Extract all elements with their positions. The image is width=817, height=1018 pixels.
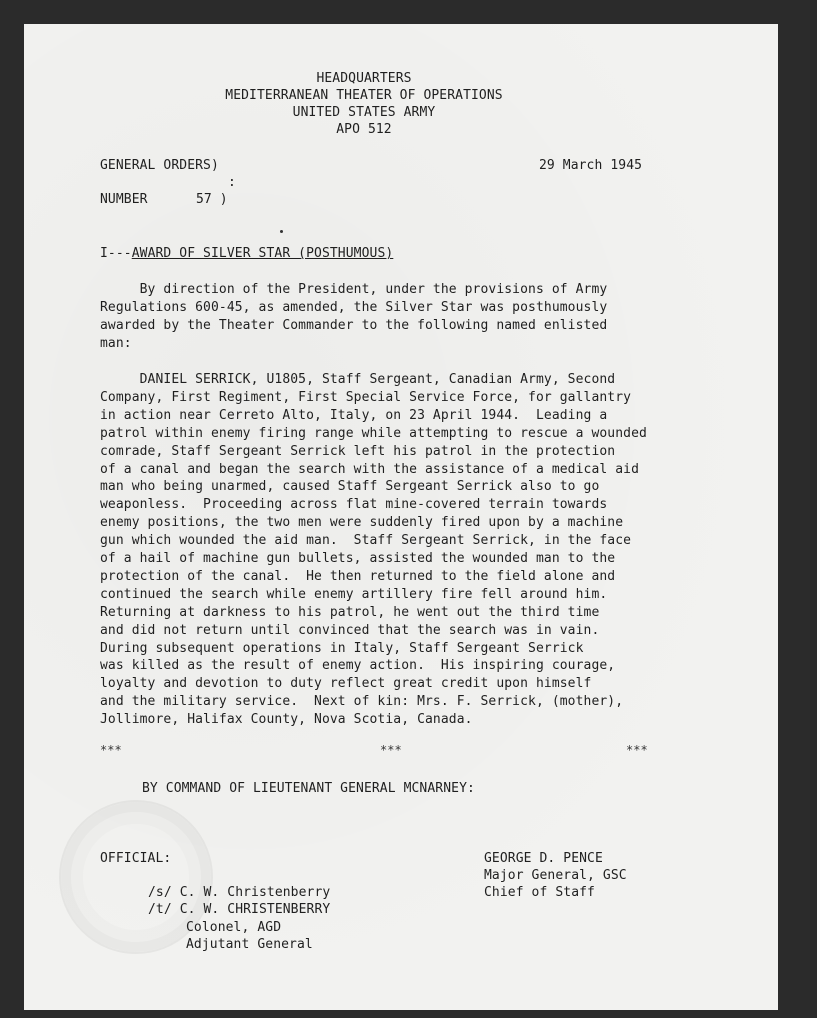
text-line: loyalty and devotion to duty reflect great credit upon himself <box>100 676 592 692</box>
official-title: Adjutant General <box>186 937 313 952</box>
text-line: protection of the canal. He then returned to the field alone and <box>100 568 616 584</box>
text-line: Jollimore, Halifax County, Nova Scotia, Canada. <box>100 712 473 728</box>
signer-rank: Major General, GSC <box>484 868 627 883</box>
text-line: awarded by the Theater Commander to the following named enlisted <box>100 317 608 333</box>
text-line: man who being unarmed, caused Staff Sergeant Serrick also to go <box>100 479 600 495</box>
general-orders-label: GENERAL ORDERS) <box>100 158 219 173</box>
text-line: enemy positions, the two men were suddenly fired upon by a machine <box>100 515 624 531</box>
official-typed-line: /t/ C. W. CHRISTENBERRY <box>148 902 331 917</box>
text-line: patrol within enemy firing range while attempting to rescue a wounded <box>100 425 647 441</box>
section-heading <box>100 245 393 262</box>
separator-right: *** <box>626 743 648 757</box>
header-line-1: HEADQUARTERS <box>316 71 412 86</box>
header-line-2: MEDITERRANEAN THEATER OF OPERATIONS <box>225 88 503 103</box>
text-line: DANIEL SERRICK, U1805, Staff Sergeant, Canadian Army, Second <box>100 372 616 387</box>
separator-center: *** <box>380 743 402 757</box>
header-line-4: APO 512 <box>336 122 392 137</box>
orders-colon: : <box>228 175 236 190</box>
separator-left: *** <box>100 743 122 757</box>
text-line: and did not return until convinced that the search was in vain. <box>100 622 600 638</box>
official-signed-line: /s/ C. W. Christenberry <box>148 885 331 900</box>
signer-name: GEORGE D. PENCE <box>484 851 603 866</box>
official-rank: Colonel, AGD <box>186 920 282 935</box>
header-line-3: UNITED STATES ARMY <box>292 105 436 120</box>
text-line: comrade, Staff Sergeant Serrick left his patrol in the protection <box>100 443 616 459</box>
text-line: Returning at darkness to his patrol, he went out the third time <box>100 604 600 620</box>
text-line: of a canal and began the search with the assistance of a medical aid <box>100 461 640 477</box>
text-line: of a hail of machine gun bullets, assisted the wounded man to the <box>100 551 616 566</box>
text-line: and the military service. Next of kin: Mrs. F. Serrick, (mother), <box>100 694 624 710</box>
signer-title: Chief of Staff <box>484 885 595 900</box>
text-line: continued the search while enemy artillery fire fell around him. <box>100 586 608 602</box>
order-date: 29 March 1945 <box>539 158 643 173</box>
section-prefix: I--- <box>100 246 132 261</box>
text-line: By direction of the President, under the provisions of Army <box>100 282 608 297</box>
ink-dot <box>280 230 283 233</box>
text-line: was killed as the result of enemy action. His inspiring courage, <box>100 658 616 674</box>
text-line: weaponless. Proceeding across flat mine-covered terrain towards <box>100 497 608 513</box>
number-label: NUMBER <box>100 192 148 207</box>
official-label: OFFICIAL: <box>100 851 172 866</box>
text-line: Regulations 600-45, as amended, the Silver Star was posthumously <box>100 299 608 315</box>
text-line: During subsequent operations in Italy, Staff Sergeant Serrick <box>100 640 584 656</box>
text-line: gun which wounded the aid man. Staff Sergeant Serrick, in the face <box>100 533 632 549</box>
text-line: man: <box>100 335 132 351</box>
command-line: BY COMMAND OF LIEUTENANT GENERAL MCNARNEY: <box>142 781 475 796</box>
text-line: Company, First Regiment, First Special Service Force, for gallantry <box>100 389 632 405</box>
number-value: 57 ) <box>196 192 228 207</box>
text-line: in action near Cerreto Alto, Italy, on 23 April 1944. Leading a <box>100 407 608 423</box>
section-title: AWARD OF SILVER STAR (POSTHUMOUS) <box>131 246 394 261</box>
document-page <box>24 24 778 1010</box>
